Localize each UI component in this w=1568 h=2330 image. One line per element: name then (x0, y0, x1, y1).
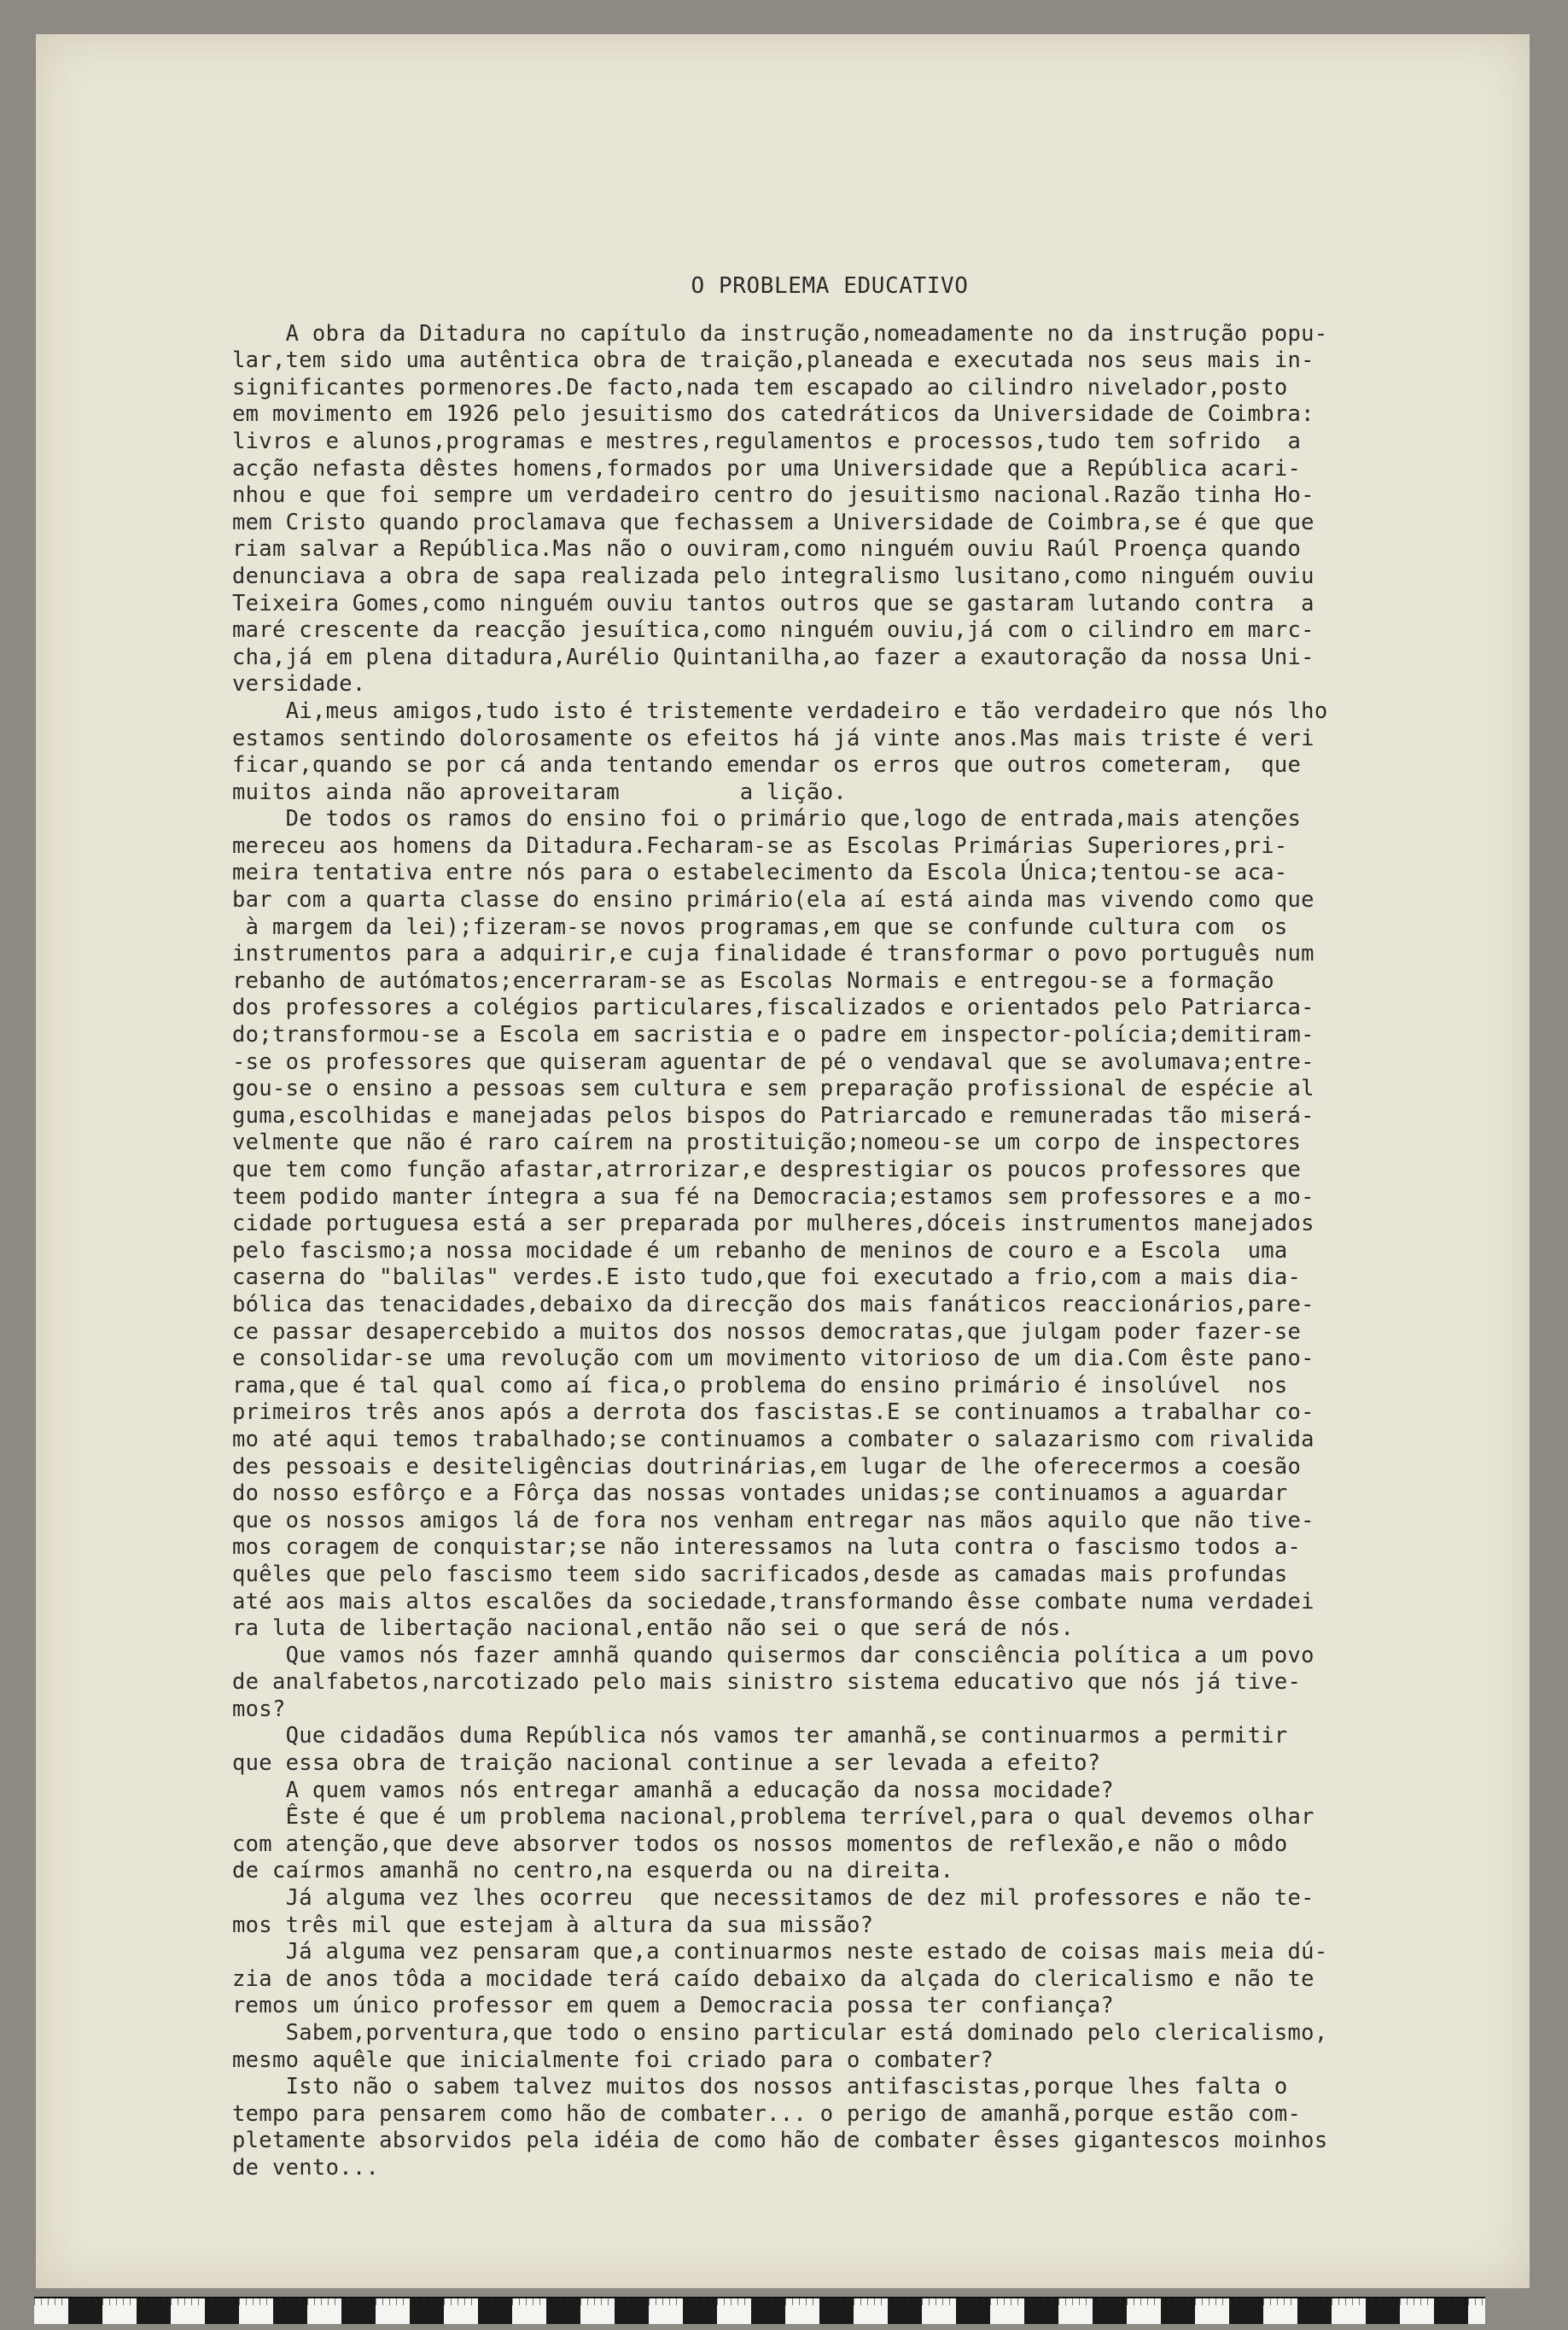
paragraph-9: Já alguma vez pensaram que,a continuarmos neste estado de coisas mais meia dú- zia de anos tôda a mocidade terá caído debaixo da alçada do clericalismo e não te remos um único professor em quem a Democracia possa ter confiança? (232, 1939, 1328, 2019)
paragraph-2: Ai,meus amigos,tudo isto é tristemente verdadeiro e tão verdadeiro que nós lho estamos sentindo dolorosamente os efeitos há já vinte anos.Mas mais triste é veri ficar,quando se por cá anda tentando emendar os erros que outros cometeram, que muitos ainda não aproveitaram a lição. (232, 698, 1328, 805)
scale-ruler (34, 2297, 1485, 2324)
paragraph-5: Que cidadãos duma República nós vamos ter amanhã,se continuarmos a permitir que essa obra de traição nacional continue a ser levada a efeito? (232, 1723, 1288, 1777)
paragraph-8: Já alguma vez lhes ocorreu que necessitamos de dez mil professores e não te- mos três mil que estejam à altura da sua missão? (232, 1885, 1314, 1938)
document-body (232, 273, 1427, 2182)
paragraph-4: Que vamos nós fazer amnhã quando quisermos dar consciência política a um povo de analfabetos,narcotizado pelo mais sinistro sistema educativo que nós já tive- mos? (232, 1642, 1314, 1722)
paragraph-1: A obra da Ditadura no capítulo da instrução,nomeadamente no da instrução popu- lar,tem sido uma autêntica obra de traição,planeada e executada nos seus mais in- significantes pormenores.De facto,nada tem escapado ao cilindro nivelador,posto em movimento em 1926 pelo jesuitismo dos catedráticos da Universidade de Coimbra: livros e alunos,programas e mestres,regulamentos e processos,tudo tem sofrido a acção nefasta dêstes homens,formados por uma Universidade que a República acari- nhou e que foi sempre um verdadeiro centro do jesuitismo nacional.Razão tinha Ho- mem Cristo quando proclamava que fechassem a Universidade de Coimbra,se é que que riam salvar a República.Mas não o ouviram,como ninguém ouviu Raúl Proença quando denunciava a obra de sapa realizada pelo integralismo lusitano,como ninguém ouviu Teixeira Gomes,como ninguém ouviu tantos outros que se gastaram lutando contra a maré crescente da reacção jesuítica,como ninguém ouviu,já com o cilindro em marc- cha,já em plena ditadura,Aurélio Quintanilha,ao fazer a exautoração da nossa Uni- versidade. (232, 320, 1328, 698)
document-title: O PROBLEMA EDUCATIVO (691, 273, 969, 299)
paragraph-10: Sabem,porventura,que todo o ensino particular está dominado pelo clericalismo, mesmo aquêle que inicialmente foi criado para o combater? (232, 2020, 1328, 2073)
paragraph-6: A quem vamos nós entregar amanhã a educação da nossa mocidade? (232, 1777, 1115, 1803)
document-page (36, 34, 1530, 2288)
ruler-ticks (34, 2298, 1485, 2305)
paragraph-7: Êste é que é um problema nacional,problema terrível,para o qual devemos olhar com atenção,que deve absorver todos os nossos momentos de reflexão,e não o môdo de caírmos amanhã no centro,na esquerda ou na direita. (232, 1804, 1314, 1884)
paragraph-11: Isto não o sabem talvez muitos dos nossos antifascistas,porque lhes falta o tempo para pensarem como hão de combater... o perigo de amanhã,porque estão com- pletamente absorvidos pela idéia de como hão de combater êsses gigantescos moinhos de vento... (232, 2074, 1328, 2181)
paragraph-3: De todos os ramos do ensino foi o primário que,logo de entrada,mais atenções mereceu aos homens da Ditadura.Fecharam-se as Escolas Primárias Superiores,pri- meira tentativa entre nós para o estabelecimento da Escola Única;tentou-se aca- bar com a quarta classe do ensino primário(ela aí está ainda mas vivendo como que à margem da lei);fizeram-se novos programas,em que se confunde cultura com os instrumentos para a adquirir,e cuja finalidade é transformar o povo português num rebanho de autómatos;encerraram-se as Escolas Normais e entregou-se a formação dos professores a colégios particulares,fiscalizados e orientados pelo Patriarca- do;transformou-se a Escola em sacristia e o padre em inspector-polícia;demitiram- -se os professores que quiseram aguentar de pé o vendaval que se avolumava;entre- gou-se o ensino a pessoas sem cultura e sem preparação profissional de espécie al guma,escolhidas e manejadas pelos bispos do Patriarcado e remuneradas tão miserá- velmente que não é raro caírem na prostituição;nomeou-se um corpo de inspectores que tem como função afastar,atrrorizar,e desprestigiar os poucos professores que teem podido manter íntegra a sua fé na Democracia;estamos sem professores e a mo- cidade portuguesa está a ser preparada por mulheres,dóceis instrumentos manejados pelo fascismo;a nossa mocidade é um rebanho de meninos de couro e a Escola uma caserna do "balilas" verdes.E isto tudo,que foi executado a frio,com a mais dia- bólica das tenacidades,debaixo da direcção dos mais fanáticos reaccionários,pare- ce passar desapercebido a muitos dos nossos democratas,que julgam poder fazer-se e consolidar-se uma revolução com um movimento vitorioso de um dia.Com êste pano- rama,que é tal qual como aí fica,o problema do ensino primário é insolúvel nos primeiros três anos após a derrota dos fascistas.E se continuamos a trabalhar co- mo até aqui temos trabalhado;se continuamos a combater o salazarismo com rivalida des pessoais e desiteligências doutrinárias,em lugar de lhe oferecermos a coesão do nosso esfôrço e a Fôrça das nossas vontades unidas;se continuamos a aguardar que os nossos amigos lá de fora nos venham entregar nas mãos aquilo que não tive- mos coragem de conquistar;se não interessamos na luta contra o fascismo todos a- quêles que pelo fascismo teem sido sacrificados,desde as camadas mais profundas até aos mais altos escalões da sociedade,transformando êsse combate numa verdadei ra luta de libertação nacional,então não sei o que será de nós. (232, 806, 1314, 1642)
